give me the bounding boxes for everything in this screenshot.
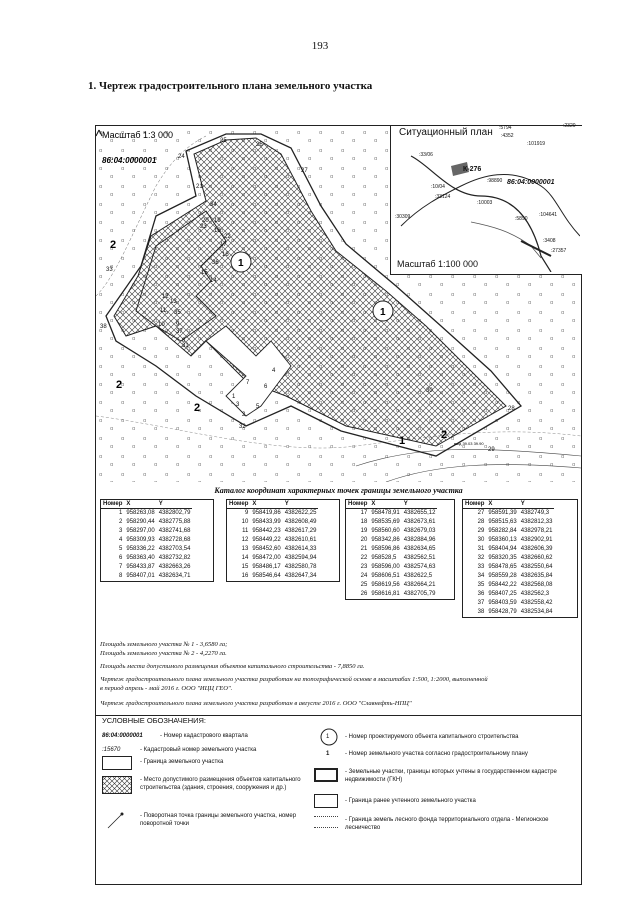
table-row <box>463 554 554 563</box>
table-row <box>346 509 437 519</box>
boundary-point-label: 14 <box>210 278 217 284</box>
boundary-point-label: 32 <box>239 424 246 430</box>
catalog-title: Каталог координат характерных точек границы земельного участка <box>214 486 463 495</box>
catalog-cell: 20 <box>360 537 368 543</box>
boundary-point-label: 26 <box>256 142 263 148</box>
catalog-cell: 14 <box>241 555 249 561</box>
catalog-cell: 4382749,3 <box>520 510 550 516</box>
catalog-cell: 4382660,62 <box>520 555 553 561</box>
table-row <box>346 554 437 563</box>
catalog-table <box>226 499 340 582</box>
catalog-cell: 21 <box>360 546 368 552</box>
catalog-header-cell: X <box>486 500 518 509</box>
boundary-point-label: 1 <box>232 394 236 400</box>
legend-cadastral-sample: :15670 <box>102 747 121 753</box>
catalog-cell: 958515,63 <box>488 519 517 525</box>
catalog-cell: 4382610,61 <box>284 537 317 543</box>
catalog-header-cell: Номер <box>103 501 123 507</box>
catalog-cell: 4382664,21 <box>403 582 436 588</box>
legend-quarter-sample: 86:04:0000001 <box>102 733 143 739</box>
catalog-cell: 958535,69 <box>371 519 400 525</box>
catalog-cell: 958263,08 <box>126 510 155 516</box>
legend-object-text: - Номер проектируемого объекта капитального строительства <box>345 734 519 740</box>
coordinates-catalog <box>100 499 580 639</box>
catalog-cell: 958363,40 <box>126 555 155 561</box>
legend-forest-text: - Граница земель лесного фонда территориального отдела - Мегионское лесничество <box>345 817 549 831</box>
catalog-header-cell: Y <box>283 500 319 509</box>
legend-quarter-text: - Номер кадастрового квартала <box>160 733 248 739</box>
catalog-cell: 37 <box>477 600 485 606</box>
page-number: 193 <box>311 40 329 52</box>
catalog-cell: 19 <box>360 528 368 534</box>
catalog-cell: 958403,59 <box>488 600 517 606</box>
catalog-cell: 15 <box>241 564 249 570</box>
boundary-point-label: 36 <box>212 260 219 266</box>
boundary-point-label: 27 <box>301 168 308 174</box>
boundary-point-label: 11 <box>160 308 167 314</box>
table-row <box>346 518 437 527</box>
catalog-cell: 4382647,34 <box>284 573 317 579</box>
table-row <box>101 545 192 554</box>
catalog-cell: 4382802,79 <box>158 510 191 516</box>
legend-forest-swatch <box>314 816 338 828</box>
catalog-cell: 18 <box>360 519 368 525</box>
table-row <box>346 590 437 599</box>
catalog-cell: 26 <box>360 591 368 597</box>
catalog-cell: 38 <box>477 609 485 615</box>
boundary-point-label: 13 <box>170 299 177 305</box>
catalog-cell: 30 <box>477 537 485 543</box>
catalog-cell: 958596,00 <box>371 564 400 570</box>
catalog-cell: 958433,87 <box>126 564 155 570</box>
catalog-cell: 958342,86 <box>371 537 400 543</box>
catalog-cell: 5 <box>119 546 123 552</box>
catalog-cell: 4382568,08 <box>520 582 553 588</box>
table-row <box>101 518 192 527</box>
legend-object-sample: 1 <box>326 734 330 740</box>
legend-point-swatch <box>106 810 126 830</box>
catalog-cell: 4382978,21 <box>520 528 553 534</box>
catalog-cell: 25 <box>360 582 368 588</box>
table-row <box>227 554 318 563</box>
table-row <box>463 590 554 599</box>
catalog-cell: 958486,17 <box>252 564 281 570</box>
catalog-cell: 958290,44 <box>126 519 155 525</box>
note-area-1: Площадь земельного участка № 1 - 3,6580 га; <box>100 641 228 648</box>
catalog-cell: 4382617,29 <box>284 528 317 534</box>
catalog-header-cell: Номер <box>348 501 368 507</box>
catalog-cell: 958606,51 <box>371 573 400 579</box>
parcel-label-2d: 2 <box>116 379 123 391</box>
catalog-cell: 958442,22 <box>488 582 517 588</box>
catalog-cell: 958559,28 <box>488 573 517 579</box>
catalog-table <box>100 499 214 582</box>
catalog-cell: 958478,65 <box>488 564 517 570</box>
table-row <box>346 563 437 572</box>
catalog-header-cell: Y <box>157 500 193 509</box>
legend-title: УСЛОВНЫЕ ОБОЗНАЧЕНИЯ: <box>102 716 207 725</box>
table-row <box>463 518 554 527</box>
catalog-cell: 4382679,03 <box>403 528 436 534</box>
legend-cadastral-text: - Кадастровый номер земельного участка <box>140 747 257 753</box>
catalog-cell: 4382608,49 <box>284 519 317 525</box>
catalog-cell: 958619,56 <box>371 582 400 588</box>
note-topo-period: в период апрель - май 2016 г. ООО "ИЦЦ ГЕО". <box>100 685 233 692</box>
drawing-heading: 1. Чертеж градостроительного плана земельного участка <box>88 80 373 92</box>
table-row <box>227 518 318 527</box>
boundary-point-label: 29 <box>488 447 495 453</box>
catalog-cell: 4382812,33 <box>520 519 553 525</box>
table-row <box>346 545 437 554</box>
catalog-cell: 4382534,84 <box>520 609 553 615</box>
boundary-point-label: 16 <box>222 252 229 258</box>
contour-label: выд 39.03 39.90 <box>454 441 484 446</box>
catalog-cell: 958360,13 <box>488 537 517 543</box>
catalog-cell: 4382741,68 <box>158 528 191 534</box>
catalog-cell: 958442,23 <box>252 528 281 534</box>
table-row <box>101 509 192 519</box>
map-scale: Масштаб 1:3 000 <box>102 130 174 140</box>
catalog-cell: 24 <box>360 573 368 579</box>
catalog-cell: 4382562,51 <box>403 555 436 561</box>
catalog-header-cell: Номер <box>465 501 485 507</box>
table-row <box>227 545 318 554</box>
boundary-point-label: 19 <box>214 218 221 224</box>
boundary-point-label: 6 <box>264 384 268 390</box>
table-row <box>227 527 318 536</box>
catalog-cell: 958528,5 <box>371 555 397 561</box>
catalog-cell: 2 <box>119 519 123 525</box>
table-row <box>463 599 554 608</box>
catalog-cell: 958591,39 <box>488 510 517 516</box>
boundary-point-label: 28 <box>508 406 515 412</box>
boundary-point-label: 9 <box>176 322 180 328</box>
catalog-cell: 958616,81 <box>371 591 400 597</box>
catalog-cell: 4382655,12 <box>403 510 436 516</box>
catalog-cell: 4382606,39 <box>520 546 553 552</box>
legend-gkn-swatch <box>314 768 338 782</box>
boundary-point-label: 21 <box>196 184 203 190</box>
boundary-point-label: 3 <box>236 402 240 408</box>
object-label-1: 1 <box>238 258 244 269</box>
parcel-label-2a: 2 <box>110 239 117 251</box>
boundary-point-label: 24 <box>178 154 185 160</box>
catalog-table <box>345 499 455 600</box>
catalog-cell: 4382614,33 <box>284 546 317 552</box>
table-row <box>101 572 192 581</box>
boundary-point-label: 22 <box>224 234 231 240</box>
catalog-cell: 958407,01 <box>126 573 155 579</box>
catalog-cell: 13 <box>241 546 249 552</box>
catalog-cell: 4382622,25 <box>284 510 317 516</box>
catalog-cell: 958282,84 <box>488 528 517 534</box>
catalog-cell: 958452,60 <box>252 546 281 552</box>
catalog-header-cell: Номер <box>229 501 249 507</box>
catalog-cell: 32 <box>477 555 485 561</box>
legend-point-text: - Поворотная точка границы земельного участка, номер поворотной точки <box>140 813 297 827</box>
legend-building-text: - Место допустимого размещения объектов капитального строительства (здания, строения, сооружения и др.) <box>140 777 301 791</box>
catalog-cell: 34 <box>477 573 485 579</box>
catalog-cell: 4382562,3 <box>520 591 550 597</box>
catalog-cell: 958297,00 <box>126 528 155 534</box>
catalog-header-cell: X <box>369 500 401 509</box>
object-label-2: 1 <box>380 307 386 318</box>
catalog-cell: 958449,22 <box>252 537 281 543</box>
table-row <box>463 581 554 590</box>
road-label: К-276 <box>463 166 482 173</box>
catalog-cell: 958419,86 <box>252 510 281 516</box>
catalog-cell: 958596,86 <box>371 546 400 552</box>
situation-plan: Ситуационный план 86:04:0000001 К-276 :5794 :4352 :101919 :33/06 :98890 :10/04 :33124 :10003 :30309 :5890 :104641 :3408 :27357 :2320 Масштаб 1:100 000 <box>390 126 582 275</box>
catalog-cell: 16 <box>241 573 249 579</box>
catalog-cell: 958407,25 <box>488 591 517 597</box>
catalog-cell: 29 <box>477 528 485 534</box>
map-quarter-number: 86:04:0000001 <box>102 156 157 165</box>
table-row <box>227 509 318 519</box>
catalog-cell: 36 <box>477 591 485 597</box>
boundary-point-label: 30 <box>426 388 433 394</box>
catalog-cell: 12 <box>241 537 249 543</box>
catalog-cell: 4382703,54 <box>158 546 191 552</box>
boundary-point-label: 2 <box>242 412 246 418</box>
situation-plan-title: Ситуационный план <box>399 127 493 138</box>
catalog-cell: 4382634,65 <box>403 546 436 552</box>
note-area-build: Площадь места допустимого размещения объектов капитального строительства - 7,8850 га. <box>100 663 365 670</box>
boundary-point-label: 7 <box>246 380 250 386</box>
catalog-cell: 4382634,71 <box>158 573 191 579</box>
catalog-table <box>462 499 578 618</box>
boundary-point-label: 37 <box>176 329 183 335</box>
catalog-cell: 8 <box>119 573 123 579</box>
table-row <box>101 563 192 572</box>
parcel-label-2c: 2 <box>441 429 448 441</box>
table-row <box>463 527 554 536</box>
catalog-cell: 4382673,61 <box>403 519 436 525</box>
catalog-cell: 35 <box>477 582 485 588</box>
catalog-cell: 958336,22 <box>126 546 155 552</box>
catalog-cell: 4 <box>119 537 123 543</box>
legend-parcelno-sample: 1 <box>326 751 330 757</box>
catalog-cell: 1 <box>119 510 123 516</box>
catalog-cell: 17 <box>360 510 368 516</box>
table-row <box>346 527 437 536</box>
catalog-cell: 4382732,82 <box>158 555 191 561</box>
table-row <box>463 509 554 519</box>
boundary-point-label: 33 <box>106 267 113 273</box>
catalog-cell: 958472,00 <box>252 555 281 561</box>
catalog-cell: 4382884,96 <box>403 537 436 543</box>
table-row <box>227 572 318 581</box>
boundary-point-label: 8 <box>182 338 186 344</box>
table-row <box>101 554 192 563</box>
table-row <box>463 608 554 617</box>
catalog-cell: 958560,60 <box>371 528 400 534</box>
catalog-cell: 4382622,5 <box>403 573 433 579</box>
parcel-label-1c: 1 <box>399 435 406 447</box>
catalog-header-cell: X <box>124 500 156 509</box>
table-row <box>227 563 318 572</box>
note-area-2: Площадь земельного участка № 2 - 4,2270 га. <box>100 650 227 657</box>
catalog-table-grid <box>463 500 554 617</box>
catalog-cell: 4382580,78 <box>284 564 317 570</box>
legend-prior-text: - Граница ранее учтенного земельного участка <box>345 798 476 804</box>
table-row <box>101 536 192 545</box>
catalog-header-cell: X <box>250 500 282 509</box>
catalog-cell: 33 <box>477 564 485 570</box>
catalog-cell: 27 <box>477 510 485 516</box>
table-row <box>346 581 437 590</box>
boundary-point-label: 38 <box>100 324 107 330</box>
catalog-cell: 10 <box>241 519 249 525</box>
legend-parcel-text: - Граница земельного участка <box>140 759 224 765</box>
catalog-cell: 4382635,84 <box>520 573 553 579</box>
catalog-cell: 4382558,42 <box>520 600 553 606</box>
boundary-point-label: 5 <box>256 404 260 410</box>
table-row <box>463 563 554 572</box>
catalog-cell: 958404,94 <box>488 546 517 552</box>
legend-parcel-swatch <box>102 756 132 770</box>
catalog-cell: 4382775,88 <box>158 519 191 525</box>
table-row <box>101 527 192 536</box>
catalog-cell: 4382574,63 <box>403 564 436 570</box>
boundary-point-label: 4 <box>272 368 276 374</box>
boundary-point-label: 20 <box>202 218 209 224</box>
boundary-point-label: 10 <box>158 322 165 328</box>
boundary-point-label: 17 <box>220 242 227 248</box>
catalog-header-cell: Y <box>519 500 555 509</box>
catalog-cell: 4382550,64 <box>520 564 553 570</box>
note-topo-basis: Чертеж градостроительного плана земельного участка разработан на топографической основе в масштабах 1:500, 1:2000, выполненной <box>100 676 488 683</box>
table-row <box>346 572 437 581</box>
catalog-cell: 958478,91 <box>371 510 400 516</box>
legend-parcelno-text: - Номер земельного участка согласно градостроительному плану <box>345 751 528 757</box>
catalog-cell: 958433,99 <box>252 519 281 525</box>
boundary-point-label: 15 <box>201 270 208 276</box>
table-row <box>463 572 554 581</box>
catalog-cell: 4382728,68 <box>158 537 191 543</box>
catalog-cell: 28 <box>477 519 485 525</box>
table-row <box>227 536 318 545</box>
situation-quarter-number: 86:04:0000001 <box>507 179 555 186</box>
catalog-cell: 4382902,91 <box>520 537 553 543</box>
boundary-point-label: 35 <box>174 310 181 316</box>
boundary-point-label: 31 <box>182 343 189 349</box>
table-row <box>463 545 554 554</box>
catalog-cell: 4382594,94 <box>284 555 317 561</box>
boundary-point-label: 25 <box>220 138 227 144</box>
table-row <box>346 536 437 545</box>
boundary-point-label: 34 <box>210 202 217 208</box>
boundary-point-label: 18 <box>214 228 221 234</box>
table-row <box>463 536 554 545</box>
catalog-header-cell: Y <box>402 500 438 509</box>
catalog-cell: 4382663,26 <box>158 564 191 570</box>
catalog-cell: 3 <box>119 528 123 534</box>
catalog-cell: 958309,93 <box>126 537 155 543</box>
catalog-table-grid <box>227 500 318 581</box>
boundary-point-label: 23 <box>200 224 207 230</box>
catalog-cell: 7 <box>119 564 123 570</box>
catalog-table-grid <box>346 500 437 599</box>
catalog-cell: 4382705,79 <box>403 591 436 597</box>
legend-building-swatch <box>102 776 132 794</box>
catalog-cell: 23 <box>360 564 368 570</box>
catalog-cell: 9 <box>245 510 249 516</box>
catalog-cell: 11 <box>242 528 249 534</box>
legend-prior-swatch <box>314 794 338 808</box>
boundary-point-label: 12 <box>162 294 169 300</box>
situation-scale: Масштаб 1:100 000 <box>397 259 479 269</box>
legend-gkn-text: - Земельные участки, границы которых учтены в государственном кадастре недвижимости (ГКН) <box>345 769 557 783</box>
note-developer: Чертеж градостроительного плана земельного участка разработан в августе 2016 г. ООО "Славнефть-НПЦ" <box>100 700 412 707</box>
catalog-cell: 31 <box>477 546 485 552</box>
catalog-cell: 22 <box>360 555 368 561</box>
catalog-cell: 958428,79 <box>488 609 517 615</box>
catalog-cell: 6 <box>119 555 123 561</box>
catalog-cell: 958546,64 <box>252 573 281 579</box>
parcel-label-2b: 2 <box>194 402 201 414</box>
catalog-table-grid <box>101 500 192 581</box>
catalog-cell: 958320,35 <box>488 555 517 561</box>
